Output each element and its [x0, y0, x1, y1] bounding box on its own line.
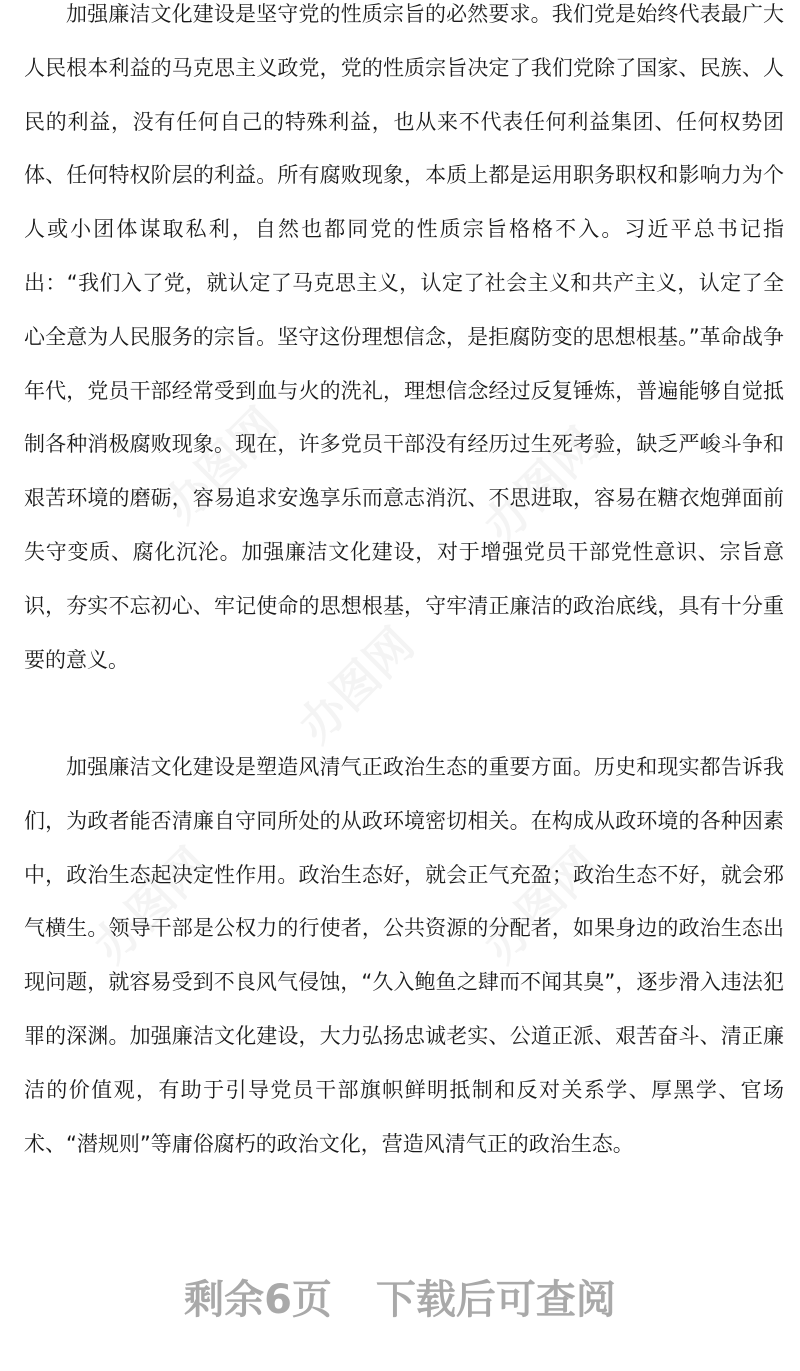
remaining-pages-label: 剩余6页: [184, 1277, 332, 1323]
watermark: 办图网: [153, 397, 290, 534]
download-prompt-label: 下载后可查阅: [375, 1277, 616, 1323]
watermark: 办图网: [473, 837, 610, 974]
watermark: 办图网: [83, 837, 220, 974]
download-to-read-more-banner[interactable]: [0, 1268, 800, 1325]
body-paragraph-1: 加强廉洁文化建设是坚守党的性质宗旨的必然要求。我们党是始终代表最广大人民根本利益的马克思主义政党，党的性质宗旨决定了我们党除了国家、民族、人民的利益，没有任何自己的特殊利益，也从来不代表任何利益集团、任何权势团体、任何特权阶层的利益。所有腐败现象，本质上都是运用职务职权和影响力为个人或小团体谋取私利，自然也都同党的性质宗旨格格不入。习近平总书记指出：“我们入了党，就认定了马克思主义，认定了社会主义和共产主义，认定了全心全意为人民服务的宗旨。坚守这份理想信念，是拒腐防变的思想根基。”革命战争年代，党员干部经常受到血与火的洗礼，理想信念经过反复锤炼，普遍能够自觉抵制各种消极腐败现象。现在，许多党员干部没有经历过生死考验，缺乏严峻斗争和艰苦环境的磨砺，容易追求安逸享乐而意志消沉、不思进取，容易在糖衣炮弹面前失守变质、腐化沉沦。加强廉洁文化建设，对于增强党员干部党性意识、宗旨意识，夯实不忘初心、牢记使命的思想根基，守牢清正廉洁的政治底线，具有十分重要的意义。: [24, 2, 784, 672]
watermark: 办图网: [288, 617, 425, 754]
body-paragraph-2: 加强廉洁文化建设是塑造风清气正政治生态的重要方面。历史和现实都告诉我们，为政者能否清廉自守同所处的从政环境密切相关。在构成从政环境的各种因素中，政治生态起决定性作用。政治生态好，就会正气充盈；政治生态不好，就会邪气横生。领导干部是公权力的行使者，公共资源的分配者，如果身边的政治生态出现问题，就容易受到不良风气侵蚀，“久入鲍鱼之肆而不闻其臭”，逐步滑入违法犯罪的深渊。加强廉洁文化建设，大力弘扬忠诚老实、公道正派、艰苦奋斗、清正廉洁的价值观，有助于引导党员干部旗帜鲜明抵制和反对关系学、厚黑学、官场术、“潜规则”等庸俗腐朽的政治文化，营造风清气正的政治生态。: [24, 755, 784, 1156]
watermark: 办图网: [473, 417, 610, 554]
